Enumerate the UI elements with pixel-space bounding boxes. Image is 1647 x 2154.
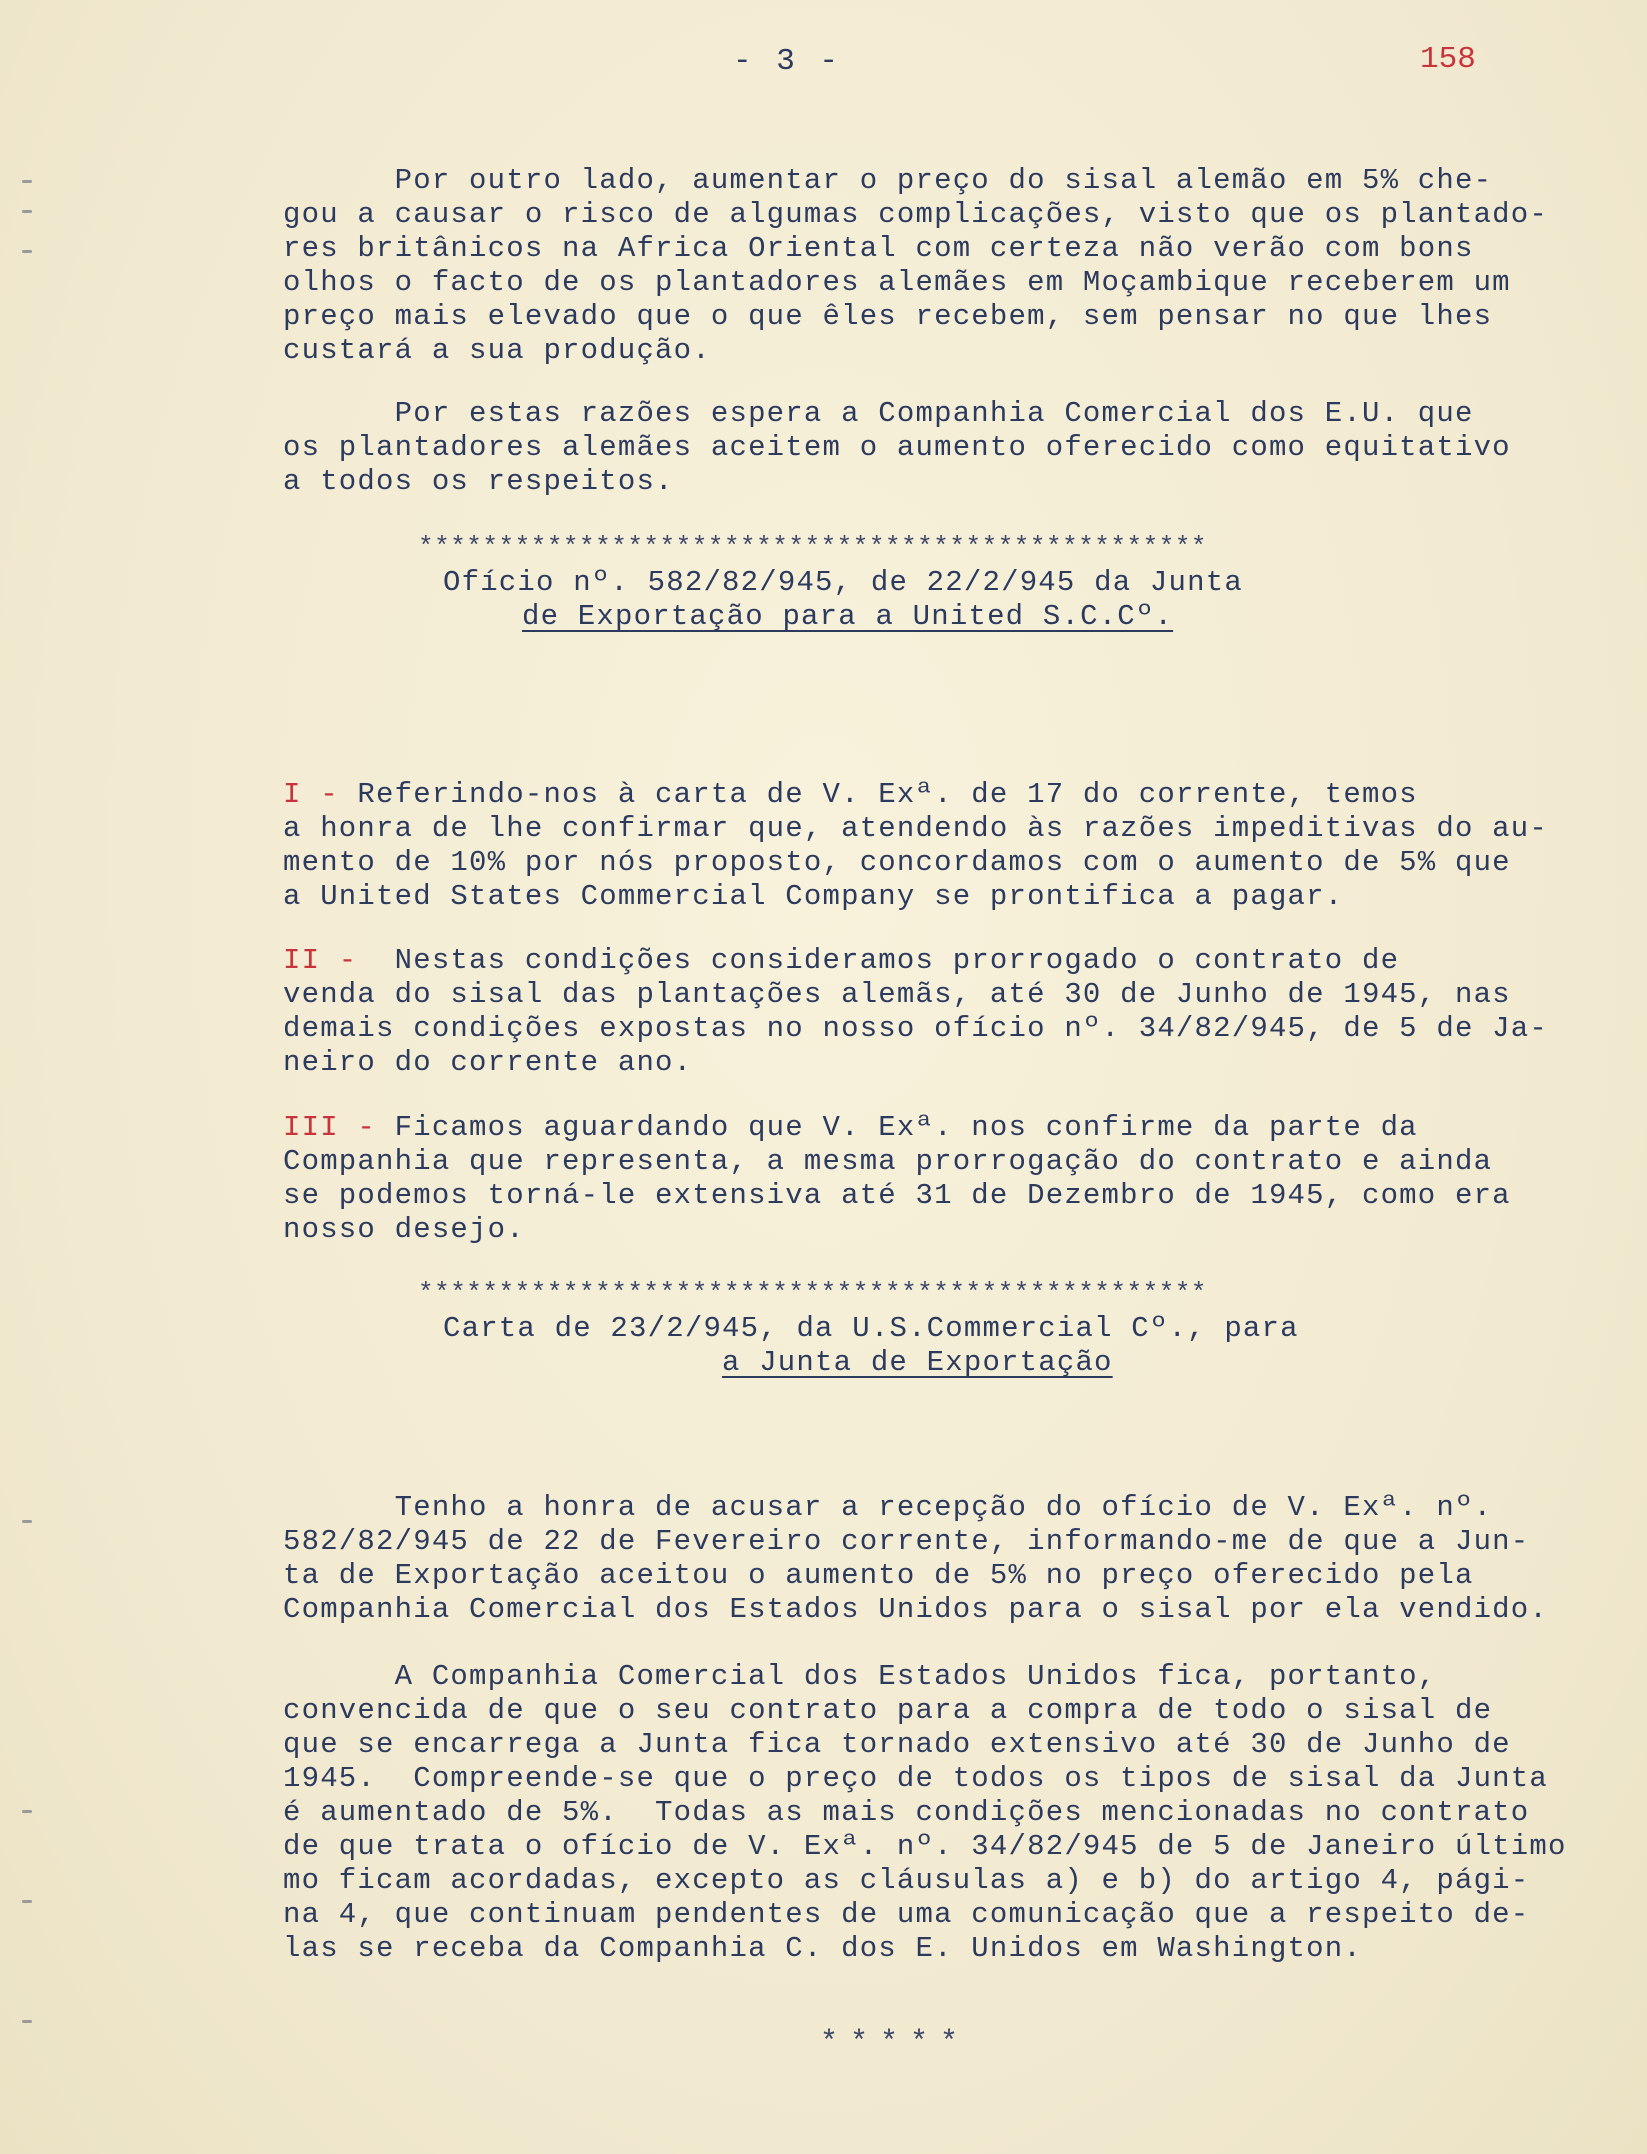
paragraph-price-increase: Por outro lado, aumentar o preço do sisal alemão em 5% che- gou a causar o risco de algumas complicações, visto que os plantado- res britânicos na Africa Oriental com certeza não verão com bons olhos o facto de os plantadores alemães em Moçambique receberem um preço mais elevado que o que êles recebem, sem pensar no que lhes custará a sua produção. xyxy=(283,164,1548,367)
section2-title-line2: a Junta de Exportação xyxy=(722,1346,1113,1379)
separator-stars: ************************************************* xyxy=(418,532,1208,562)
margin-mark xyxy=(22,1520,32,1523)
numbered-paragraph-2 xyxy=(283,944,1643,1080)
numbered-paragraph-text: Nestas condições consideramos prorrogado o contrato de venda do sisal das plantações alemãs, até 30 de Junho de 1945, nas demais condições expostas no nosso ofício nº. 34/82/945, de 5 de Ja- neiro do corrente ano. xyxy=(283,944,1548,1079)
numbered-paragraph-text: Referindo-nos à carta de V. Exª. de 17 do corrente, temos a honra de lhe confirmar que, atendendo às razões impeditivas do au- mento de 10% por nós proposto, concordamos com o aumento de 5% que a United States Commercial Company se prontifica a pagar. xyxy=(283,778,1548,913)
paragraph-acknowledgement: Tenho a honra de acusar a recepção do ofício de V. Exª. nº. 582/82/945 de 22 de Fevereiro corrente, informando-me de que a Jun- ta de Exportação aceitou o aumento de 5% no preço oferecido pela Companhia Comercial dos Estados Unidos para o sisal por ela vendido. xyxy=(283,1491,1548,1626)
page-number: - 3 - xyxy=(733,44,842,79)
roman-numeral: II - xyxy=(283,944,358,977)
margin-mark xyxy=(22,250,32,253)
paragraph-contract-extension: A Companhia Comercial dos Estados Unidos fica, portanto, convencida de que o seu contrato para a compra de todo o sisal de que se encarrega a Junta fica tornado extensivo até 30 de Junho de 1945. Compreende-se que o preço de todos os tipos de sisal da Junta é aumentado de 5%. Todas as mais condições mencionadas no contrato de que trata o ofício de V. Exª. nº. 34/82/945 de 5 de Janeiro último mo ficam acordadas, excepto as cláusulas a) e b) do artigo 4, pági- na 4, que continuam pendentes de uma comunicação que a respeito de- las se receba da Companhia C. dos E. Unidos em Washington. xyxy=(283,1660,1567,1965)
paragraph-reasons: Por estas razões espera a Companhia Comercial dos E.U. que os plantadores alemães aceitem o aumento oferecido como equitativo a todos os respeitos. xyxy=(283,397,1511,498)
closing-stars: ***** xyxy=(820,2026,971,2060)
section1-title-line1: Ofício nº. 582/82/945, de 22/2/945 da Junta xyxy=(443,566,1243,599)
margin-mark xyxy=(22,2020,32,2023)
margin-mark xyxy=(22,1900,32,1903)
section2-title-line1: Carta de 23/2/945, da U.S.Commercial Cº., para xyxy=(443,1312,1299,1345)
archive-stamp-number: 158 xyxy=(1420,42,1476,77)
numbered-paragraph-1 xyxy=(283,778,1643,914)
margin-mark xyxy=(22,180,32,183)
section1-title-line2: de Exportação para a United S.C.Cº. xyxy=(522,600,1174,633)
margin-mark xyxy=(22,1810,32,1813)
margin-mark xyxy=(22,210,32,213)
roman-numeral: III - xyxy=(283,1111,377,1144)
separator-stars: ************************************************* xyxy=(418,1278,1208,1308)
roman-numeral: I - xyxy=(283,778,339,811)
numbered-paragraph-text: Ficamos aguardando que V. Exª. nos confirme da parte da Companhia que representa, a mesma prorrogação do contrato e ainda se podemos torná-le extensiva até 31 de Dezembro de 1945, como era nosso desejo. xyxy=(283,1111,1511,1246)
numbered-paragraph-3 xyxy=(283,1111,1643,1247)
